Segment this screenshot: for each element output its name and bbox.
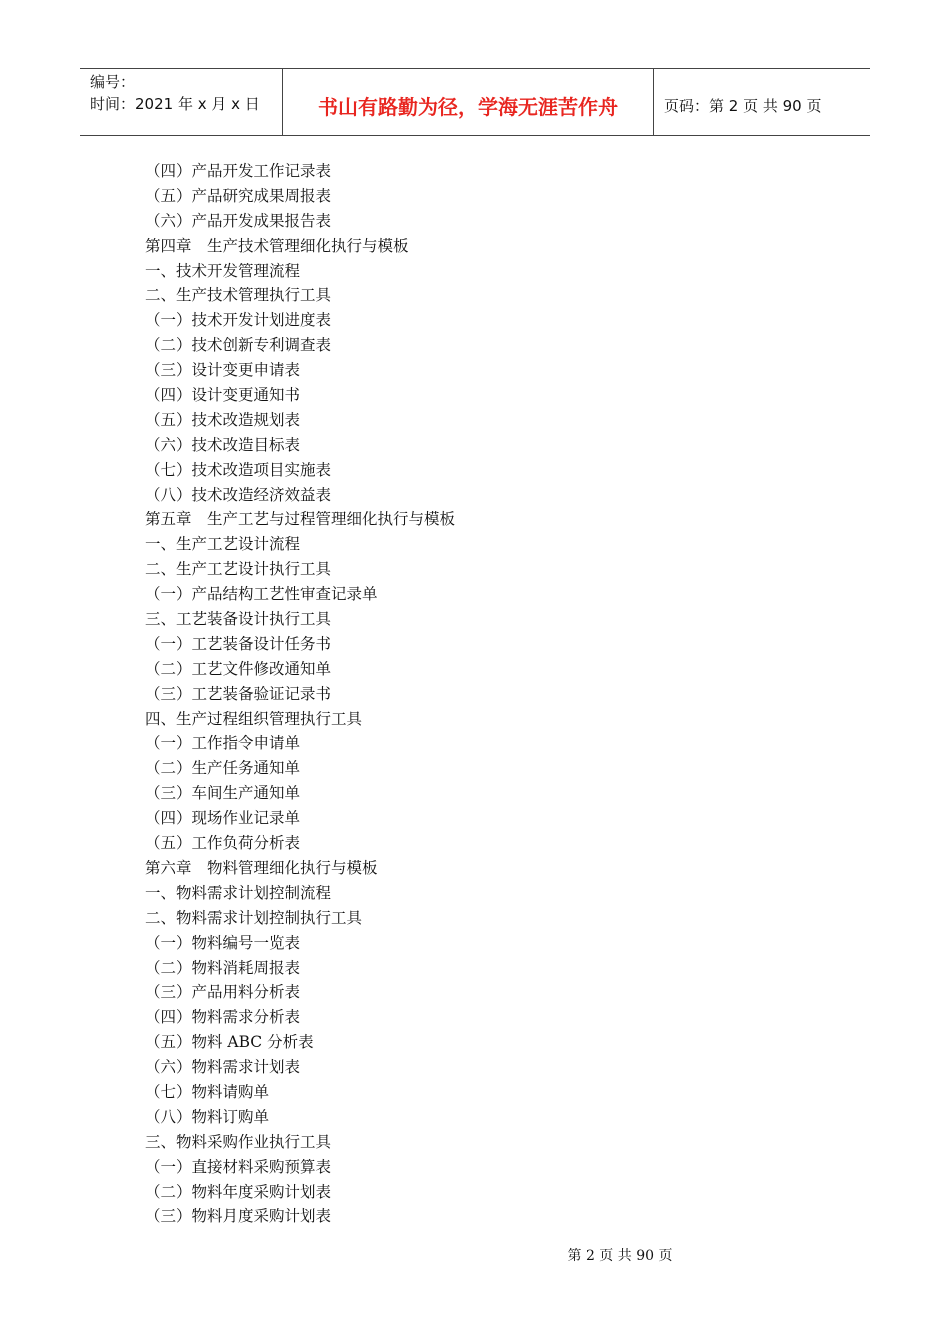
toc-entry: （二）技术创新专利调查表: [145, 336, 332, 355]
toc-entry: （一）工作指令申请单: [145, 734, 301, 753]
toc-entry: 第五章 生产工艺与过程管理细化执行与模板: [145, 510, 456, 529]
toc-entry: （五）技术改造规划表: [145, 410, 301, 429]
toc-entry: （三）设计变更申请表: [145, 361, 301, 380]
toc-entry: （二）物料消耗周报表: [145, 958, 301, 977]
toc-entry: （六）物料需求计划表: [145, 1058, 301, 1077]
toc-entry: 一、技术开发管理流程: [145, 261, 301, 280]
toc-entry: （三）车间生产通知单: [145, 784, 301, 803]
toc-entry: （七）技术改造项目实施表: [145, 460, 332, 479]
toc-entry: 二、生产技术管理执行工具: [145, 286, 332, 305]
page-header: [80, 68, 870, 136]
toc-entry: （三）产品用料分析表: [145, 983, 301, 1002]
toc-entry: （四）产品开发工作记录表: [145, 162, 332, 180]
footer-page-number: 第 2 页 共 90 页: [567, 1248, 673, 1264]
document-time-label: 时间：2021 年 x 月 x 日: [90, 95, 260, 113]
toc-entry: （五）工作负荷分析表: [145, 834, 301, 853]
header-page-number: 页码：第 2 页 共 90 页: [664, 96, 822, 115]
toc-entry: （一）物料编号一览表: [145, 933, 301, 952]
toc-entry: 第四章 生产技术管理细化执行与模板: [145, 236, 409, 255]
toc-entry: （五）产品研究成果周报表: [145, 186, 332, 205]
toc-entry: （一）产品结构工艺性审查记录单: [145, 585, 378, 604]
toc-entry: （三）物料月度采购计划表: [145, 1207, 332, 1226]
toc-entry: （五）物料 ABC 分析表: [145, 1033, 314, 1052]
header-motto-cell: [282, 69, 654, 135]
page-footer: [0, 1245, 950, 1265]
toc-entry: 三、工艺装备设计执行工具: [145, 610, 332, 629]
toc-entry: 四、生产过程组织管理执行工具: [145, 709, 363, 728]
toc-entry: 二、物料需求计划控制执行工具: [145, 908, 363, 927]
toc-entry: （二）工艺文件修改通知单: [145, 659, 332, 678]
toc-entry: 二、生产工艺设计执行工具: [145, 560, 332, 579]
toc-entry: （二）物料年度采购计划表: [145, 1182, 332, 1201]
header-motto: 书山有路勤为径，学海无涯苦作舟: [318, 94, 618, 119]
toc-entry: （八）技术改造经济效益表: [145, 485, 332, 504]
header-page-cell: [654, 69, 870, 135]
toc-entry: （四）现场作业记录单: [145, 809, 301, 828]
header-info-cell: [80, 69, 282, 135]
toc-entry: （八）物料订购单: [145, 1107, 270, 1126]
toc-entry: 第六章 物料管理细化执行与模板: [145, 858, 378, 877]
toc-entry: （六）产品开发成果报告表: [145, 211, 332, 230]
toc-entry: 一、物料需求计划控制流程: [145, 883, 332, 902]
toc-entry: （四）物料需求分析表: [145, 1008, 301, 1027]
table-of-contents: [145, 159, 845, 1229]
toc-entry: （七）物料请购单: [145, 1082, 270, 1101]
document-number-label: 编号：: [90, 73, 136, 91]
toc-entry: （一）工艺装备设计任务书: [145, 634, 332, 653]
toc-entry: （一）直接材料采购预算表: [145, 1157, 332, 1176]
toc-entry: （六）技术改造目标表: [145, 435, 301, 454]
toc-entry: （四）设计变更通知书: [145, 386, 301, 405]
toc-entry: 一、生产工艺设计流程: [145, 535, 301, 554]
toc-entry: （三）工艺装备验证记录书: [145, 684, 332, 703]
toc-entry: （二）生产任务通知单: [145, 759, 301, 778]
toc-entry: 三、物料采购作业执行工具: [145, 1132, 332, 1151]
toc-entry: （一）技术开发计划进度表: [145, 311, 332, 330]
